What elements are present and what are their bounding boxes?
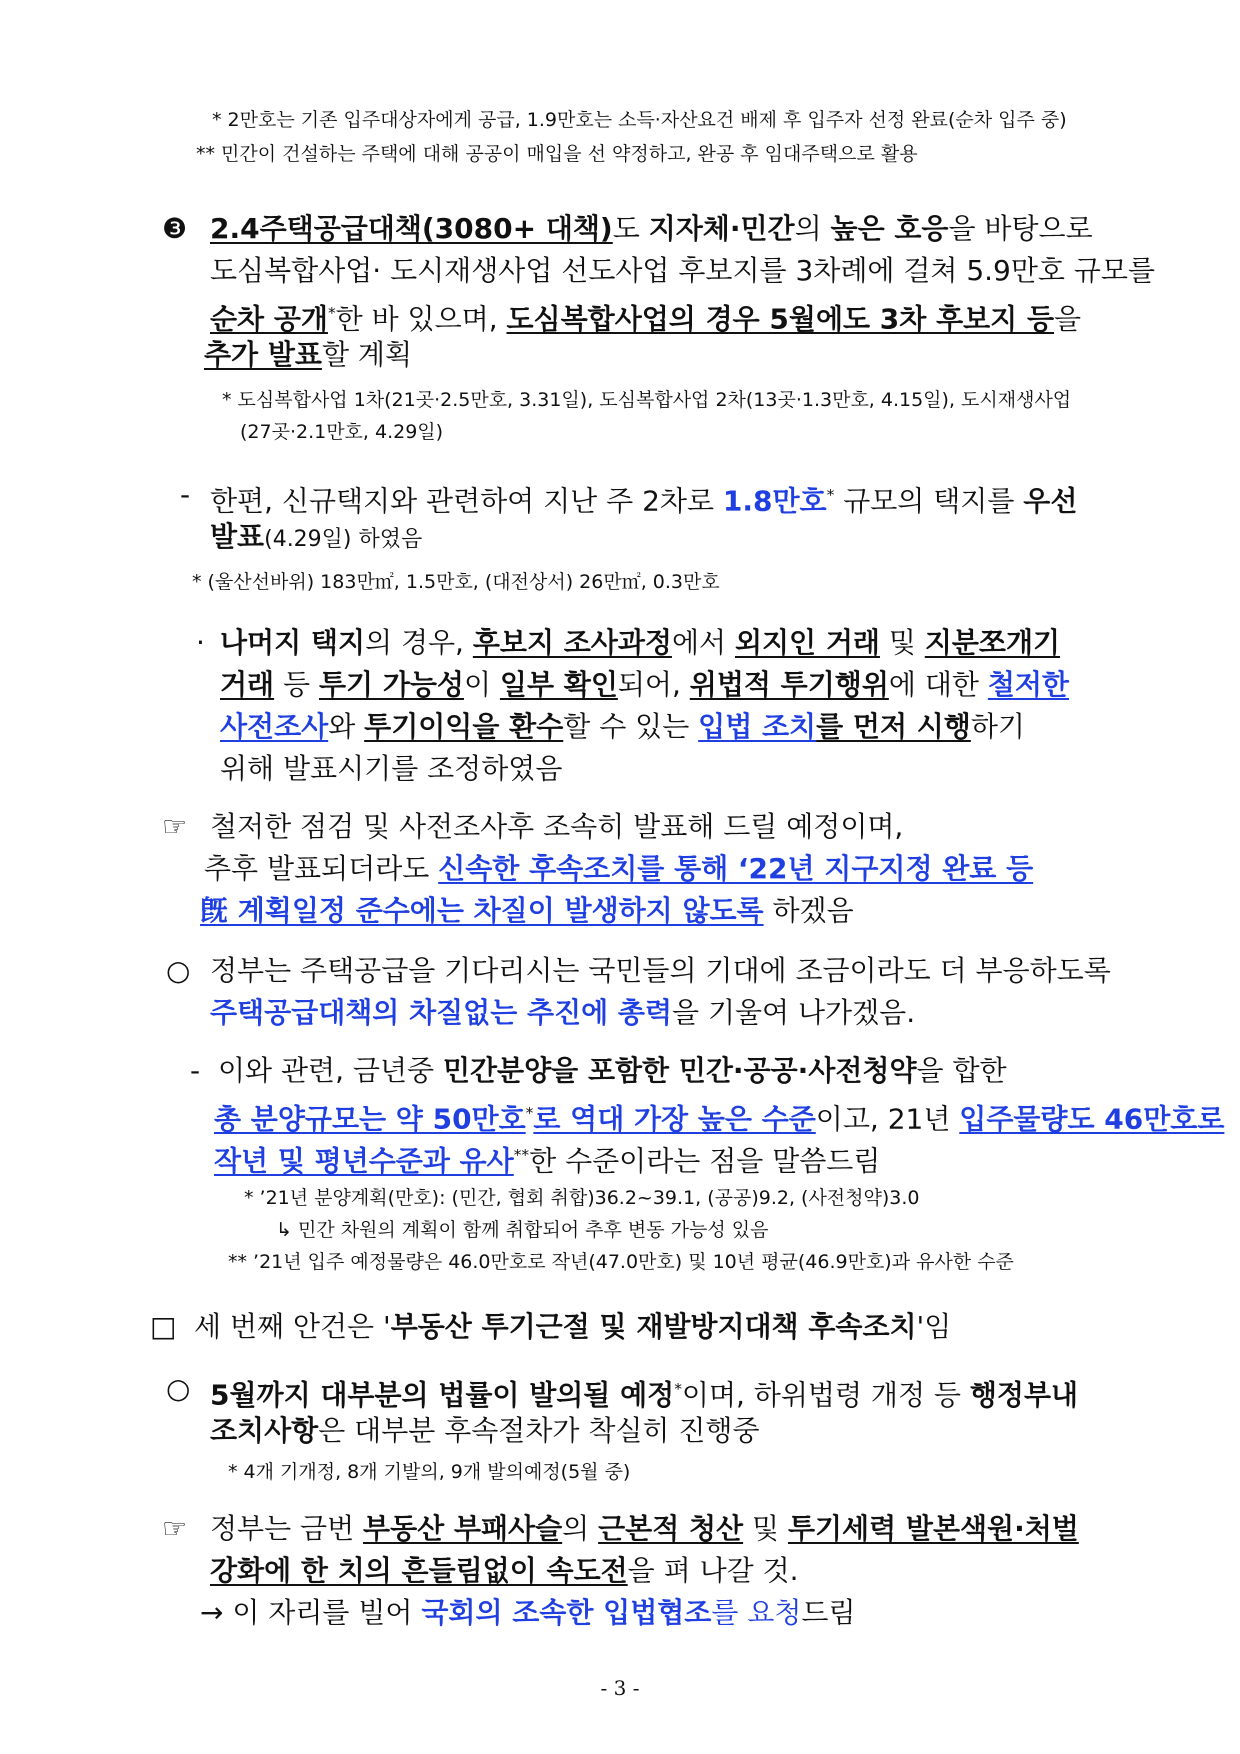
text-span: 하기 xyxy=(970,710,1025,743)
text-span: 한 바 있으며, xyxy=(335,302,507,336)
hand-pointer-icon: ☞ xyxy=(162,810,188,843)
text-span: 을 합한 xyxy=(916,1054,1007,1087)
text-span: 할 계획 xyxy=(321,338,412,371)
text-span: 도 xyxy=(612,212,649,245)
text-span: 높은 호응 xyxy=(830,212,949,245)
text-span: 거래 xyxy=(220,668,275,701)
text-span: 도심복합사업의 경우 5월에도 3차 후보지 등 xyxy=(506,302,1055,336)
text-span: 지자체·민간 xyxy=(648,212,795,245)
footnote-mark: * xyxy=(826,486,835,504)
text-span: 신속한 후속조치를 통해 ‘22년 지구지정 완료 등 xyxy=(438,852,1034,885)
text-span: 이와 관련, 금년중 xyxy=(218,1054,443,1087)
dash2-line-3 xyxy=(214,1134,880,1182)
text-span: 규모의 택지를 xyxy=(834,484,1024,518)
footnote-mark: ** xyxy=(513,1146,530,1164)
text-span: 의 경우, xyxy=(365,626,473,659)
text-span: 추후 발표되더라도 xyxy=(204,852,439,885)
item3-note-2: (27곳·2.1만호, 4.29일) xyxy=(240,421,444,443)
dash2-note-2: ↳ 민간 차원의 계획이 함께 취합되어 추후 변동 가능성 있음 xyxy=(276,1219,769,1241)
item3-line-1 xyxy=(210,208,1093,250)
dash1-line-2 xyxy=(210,516,422,561)
text-span: 지분쪼개기 xyxy=(924,626,1061,659)
footnote-top-2: ** 민간이 건설하는 주택에 대해 공공이 매입을 선 약정하고, 완공 후 임대주택으로 활용 xyxy=(196,143,918,165)
text-span: 이며, 하위법령 개정 등 xyxy=(681,1378,970,1412)
text-span: 강화에 한 치의 흔들림없이 속도전 xyxy=(210,1554,628,1587)
dot1-line-2 xyxy=(220,664,1069,706)
box-bullet: □ xyxy=(150,1310,177,1343)
footnote-mark: * xyxy=(327,304,336,322)
text-span: 발표 xyxy=(210,520,265,553)
dot1-line-1 xyxy=(220,622,1060,664)
text-span: (4.29일) 하였음 xyxy=(264,527,423,552)
hand2-line-2 xyxy=(210,1550,799,1592)
dash2-line-1 xyxy=(218,1050,1007,1092)
text-span: 및 xyxy=(879,626,925,659)
circ2-bullet: ○ xyxy=(166,1372,191,1405)
box1-line-1 xyxy=(194,1306,951,1348)
dash2-note-3: ** ’21년 입주 예정물량은 46.0만호로 작년(47.0만호) 및 10년 평균(46.9만호)과 유사한 수준 xyxy=(228,1251,1014,1273)
hand1-line-1: 철저한 점검 및 사전조사후 조속히 발표해 드릴 예정이며, xyxy=(210,810,904,843)
footnote-mark: * xyxy=(525,1104,534,1122)
text-span: 외지인 거래 xyxy=(734,626,880,659)
text-span: 旣 계획일정 준수에는 차질이 발생하지 않도록 xyxy=(200,894,764,927)
text-span: 5월까지 대부분의 법률이 발의될 예정 xyxy=(210,1378,675,1412)
item3-bullet: ❸ xyxy=(162,212,188,245)
text-span: 이고, 21년 xyxy=(815,1102,960,1136)
text-span: 을 펴 나갈 것. xyxy=(627,1554,799,1587)
footnote-mark: * xyxy=(674,1380,682,1398)
hand2-line-1 xyxy=(210,1508,1079,1550)
text-span: 나머지 택지 xyxy=(220,626,365,659)
page-number: - 3 - xyxy=(600,1676,640,1700)
dot1-line-4: 위해 발표시기를 조정하였음 xyxy=(220,752,563,785)
hand-pointer-icon: ☞ xyxy=(162,1512,188,1545)
hand1-line-3 xyxy=(200,890,854,932)
text-span: 의 xyxy=(794,212,831,245)
text-span: 한편, 신규택지와 관련하여 지난 주 2차로 xyxy=(210,484,723,518)
text-span: 입주물량도 46만호로 xyxy=(959,1102,1225,1136)
dot1-line-3 xyxy=(220,706,1025,748)
text-span: 일부 확인 xyxy=(499,668,618,701)
dash1-bullet: - xyxy=(180,478,191,511)
circ2-line-2 xyxy=(210,1410,760,1452)
text-span: 을 기울여 나가겠음. xyxy=(672,996,916,1029)
text-span: 를 먼저 시행 xyxy=(816,710,971,743)
circ1-line-1: 정부는 주택공급을 기다리시는 국민들의 기대에 조금이라도 더 부응하도록 xyxy=(210,954,1111,987)
text-span: 하겠음 xyxy=(763,894,854,927)
text-span: 부동산 부패사슬 xyxy=(363,1512,563,1545)
text-span: 추가 발표 xyxy=(204,338,322,371)
circ1-bullet: ○ xyxy=(166,954,191,987)
text-span: 을 바탕으로 xyxy=(948,212,1093,245)
item3-line-2: 도심복합사업· 도시재생사업 선도사업 후보지를 3차례에 걸쳐 5.9만호 규모를 xyxy=(210,254,1155,287)
text-span: 후보지 조사과정 xyxy=(472,626,672,659)
dash2-bullet: - xyxy=(190,1054,201,1087)
text-span: 철저한 xyxy=(987,668,1069,701)
item3-note-1: * 도심복합사업 1차(21곳·2.5만호, 3.31일), 도심복합사업 2차(13곳·1.3만호, 4.15일), 도시재생사업 xyxy=(222,389,1072,411)
text-span: 정부는 금번 xyxy=(210,1512,364,1545)
text-span: 민간분양을 포함한 민간·공공·사전청약 xyxy=(442,1054,917,1087)
text-span: 위법적 투기행위 xyxy=(689,668,889,701)
text-span: 근본적 청산 xyxy=(598,1512,744,1545)
dash1-note: * (울산선바위) 183만㎡, 1.5만호, (대전상서) 26만㎡, 0.3만호 xyxy=(192,571,720,593)
text-span: 부동산 투기근절 및 재발방지대책 후속조치 xyxy=(390,1310,917,1343)
text-span: 드림 xyxy=(801,1596,856,1629)
text-span: 되어, xyxy=(617,668,690,701)
text-span: 세 번째 안건은 ' xyxy=(194,1310,391,1343)
text-span: 순차 공개 xyxy=(210,302,328,336)
text-span: 조치사항 xyxy=(210,1414,319,1447)
text-span: 을 xyxy=(1054,302,1082,336)
text-span: 투기이익을 환수 xyxy=(364,710,564,743)
text-span: 작년 및 평년수준과 유사 xyxy=(214,1144,514,1178)
text-span: 한 수준이라는 점을 말씀드림 xyxy=(529,1144,881,1178)
footnote-top-1: * 2만호는 기존 입주대상자에게 공급, 1.9만호는 소득·자산요건 배제 후 입주자 선정 완료(순차 입주 중) xyxy=(212,109,1067,131)
text-span: 우선 xyxy=(1023,484,1078,518)
text-span: 등 xyxy=(274,668,319,701)
text-span: 로 역대 가장 높은 수준 xyxy=(533,1102,816,1136)
text-span: 주택공급대책의 차질없는 추진에 총력 xyxy=(210,996,673,1029)
text-span: 를 요청 xyxy=(711,1596,802,1629)
text-span: 이 xyxy=(463,668,500,701)
text-span: 할 수 있는 xyxy=(563,710,699,743)
text-span: 의 xyxy=(562,1512,599,1545)
text-span: 투기 가능성 xyxy=(318,668,464,701)
text-span: 에서 xyxy=(671,626,735,659)
text-span: 에 대한 xyxy=(888,668,988,701)
dot1-bullet: · xyxy=(196,626,205,659)
text-span: → 이 자리를 빌어 xyxy=(200,1596,422,1629)
text-span: 와 xyxy=(328,710,365,743)
text-span: 및 xyxy=(743,1512,788,1545)
circ2-note: * 4개 기개정, 8개 기발의, 9개 발의예정(5월 중) xyxy=(228,1461,631,1483)
text-span: 사전조사 xyxy=(220,710,329,743)
text-span: 입법 조치 xyxy=(698,710,817,743)
circ1-line-2 xyxy=(210,992,915,1034)
hand1-line-2 xyxy=(204,848,1033,890)
item3-line-4 xyxy=(204,334,412,376)
text-span: 총 분양규모는 약 50만호 xyxy=(214,1102,526,1136)
text-span: 국회의 조속한 입법협조 xyxy=(421,1596,712,1629)
item3-highlight: 2.4주택공급대책(3080+ 대책) xyxy=(210,212,613,245)
text-span: 은 대부분 후속절차가 착실히 진행중 xyxy=(318,1414,760,1447)
text-span: 행정부내 xyxy=(969,1378,1079,1412)
hand2-line-3 xyxy=(200,1592,856,1634)
text-span: 투기세력 발본색원·처벌 xyxy=(787,1512,1079,1545)
text-span: 1.8만호 xyxy=(722,484,827,518)
dash2-note-1: * ’21년 분양계획(만호): (민간, 협회 취합)36.2~39.1, (공공)9.2, (사전청약)3.0 xyxy=(244,1187,920,1209)
text-span: '임 xyxy=(916,1310,952,1343)
